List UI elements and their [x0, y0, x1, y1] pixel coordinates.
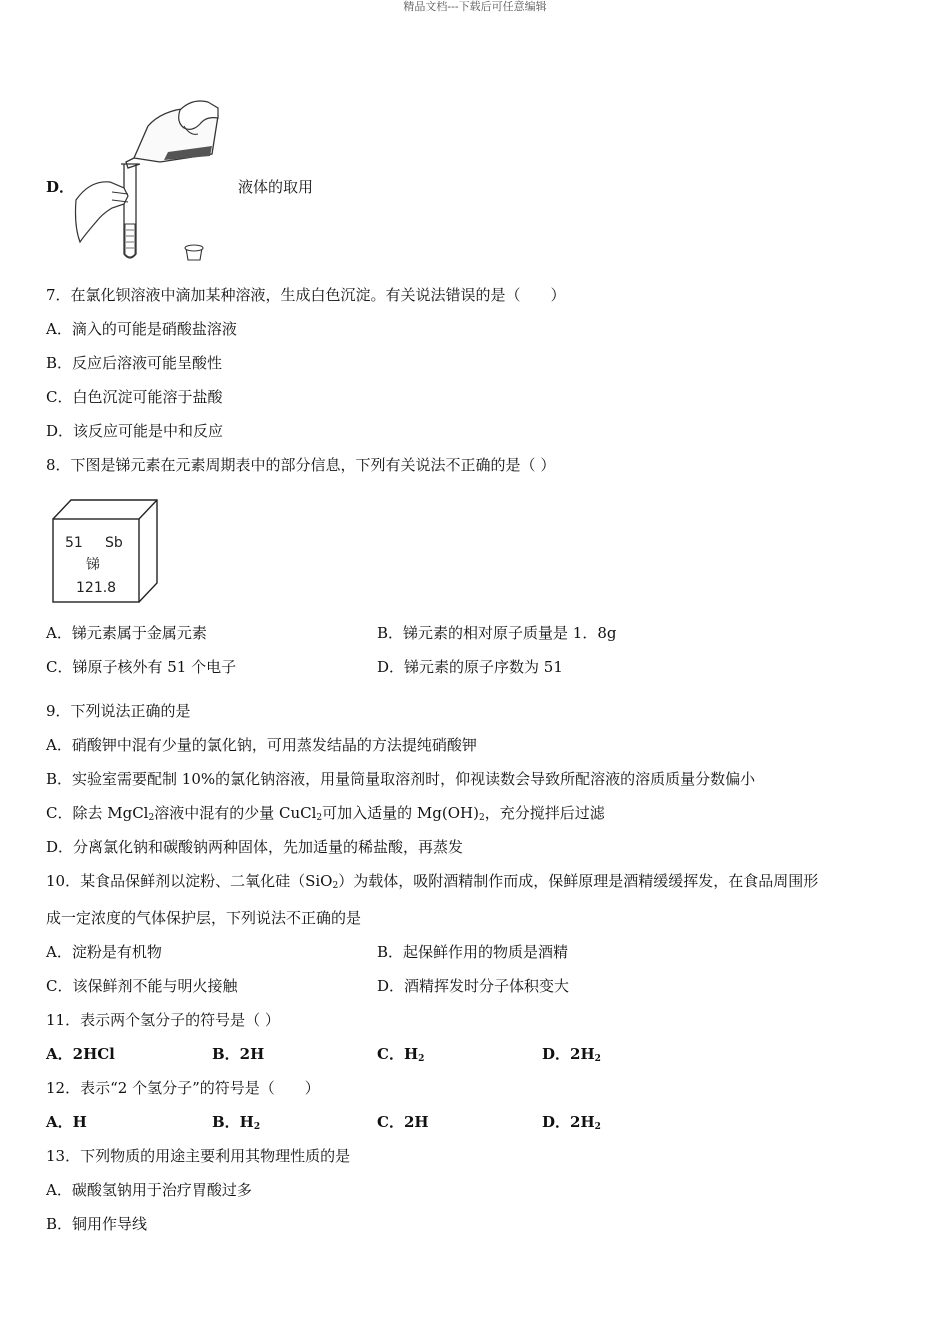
- q12-option-d: D．$2H_2$: [542, 1113, 601, 1132]
- q11-stem: 11．表示两个氢分子的符号是（ ）: [46, 1011, 280, 1029]
- q10-option-b: B．起保鲜作用的物质是酒精: [377, 943, 569, 961]
- q8-option-d: D．锑元素的原子序数为 51: [377, 658, 563, 676]
- q8-option-b: B．锑元素的相对原子质量是 1．8g: [377, 624, 617, 642]
- q13-stem: 13．下列物质的用途主要利用其物理性质的是: [46, 1147, 351, 1165]
- q9-stem: 9．下列说法正确的是: [46, 702, 191, 720]
- q12-option-c: C．2H: [377, 1113, 429, 1131]
- q7-option-c: C．白色沉淀可能溶于盐酸: [46, 388, 223, 406]
- q7-option-d: D．该反应可能是中和反应: [46, 422, 224, 440]
- element-mass: 121.8: [76, 580, 117, 596]
- q6-option-d-text: 液体的取用: [238, 178, 314, 196]
- q12-option-a: A．H: [46, 1113, 87, 1131]
- q9-option-a: A．硝酸钾中混有少量的氯化钠，可用蒸发结晶的方法提纯硝酸钾: [46, 736, 477, 754]
- q11-option-d: D．$2H_2$: [542, 1045, 601, 1064]
- q6-option-d-label: D．: [46, 178, 75, 196]
- q12-stem: 12．表示“2 个氢分子”的符号是（ ）: [46, 1079, 320, 1097]
- q8-option-a: A．锑元素属于金属元素: [46, 624, 207, 642]
- q10-stem-line1: 10．某食品保鲜剂以淀粉、二氧化硅（SiO$_2$）为载体，吸附酒精制作而成，保鲜原理是酒精缓缓挥发，在食品周围形: [46, 872, 819, 891]
- q7-option-b: B．反应后溶液可能呈酸性: [46, 354, 223, 372]
- q13-option-b: B．铜用作导线: [46, 1215, 148, 1233]
- q11-option-b: B．2H: [212, 1045, 265, 1063]
- element-name: 锑: [86, 557, 100, 573]
- q10-option-c: C．该保鲜剂不能与明火接触: [46, 977, 238, 995]
- q9-option-c: C．除去 MgCl$_2$溶液中混有的少量 CuCl$_2$可加入适量的 $Mg(OH)_2$，充分搅拌后过滤: [46, 804, 605, 823]
- q9-option-b: B．实验室需要配制 10%的氯化钠溶液，用量筒量取溶剂时，仰视读数会导致所配溶液的溶质质量分数偏小: [46, 770, 756, 788]
- q10-option-a: A．淀粉是有机物: [46, 943, 162, 961]
- q10-option-d: D．酒精挥发时分子体积变大: [377, 977, 570, 995]
- q11-option-a: A．2HCl: [46, 1045, 115, 1063]
- page-header: 精品文档---下载后可任意编辑: [403, 0, 547, 13]
- element-symbol: Sb: [105, 535, 123, 551]
- q11-option-c: C．$H_2$: [377, 1045, 425, 1064]
- element-number: 51: [65, 535, 83, 551]
- element-card-antimony: [50, 497, 162, 605]
- liquid-pouring-illustration: [72, 96, 232, 268]
- q8-option-c: C．锑原子核外有 51 个电子: [46, 658, 237, 676]
- q13-option-a: A．碳酸氢钠用于治疗胃酸过多: [46, 1181, 252, 1199]
- q7-option-a: A．滴入的可能是硝酸盐溶液: [46, 320, 237, 338]
- q10-stem-line2: 成一定浓度的气体保护层，下列说法不正确的是: [46, 909, 362, 927]
- q12-option-b: B．$H_2$: [212, 1113, 261, 1132]
- q9-option-d: D．分离氯化钠和碳酸钠两种固体，先加适量的稀盐酸，再蒸发: [46, 838, 464, 856]
- q7-stem: 7．在氯化钡溶液中滴加某种溶液，生成白色沉淀。有关说法错误的是（ ）: [46, 286, 566, 304]
- q8-stem: 8．下图是锑元素在元素周期表中的部分信息，下列有关说法不正确的是（ ）: [46, 456, 556, 474]
